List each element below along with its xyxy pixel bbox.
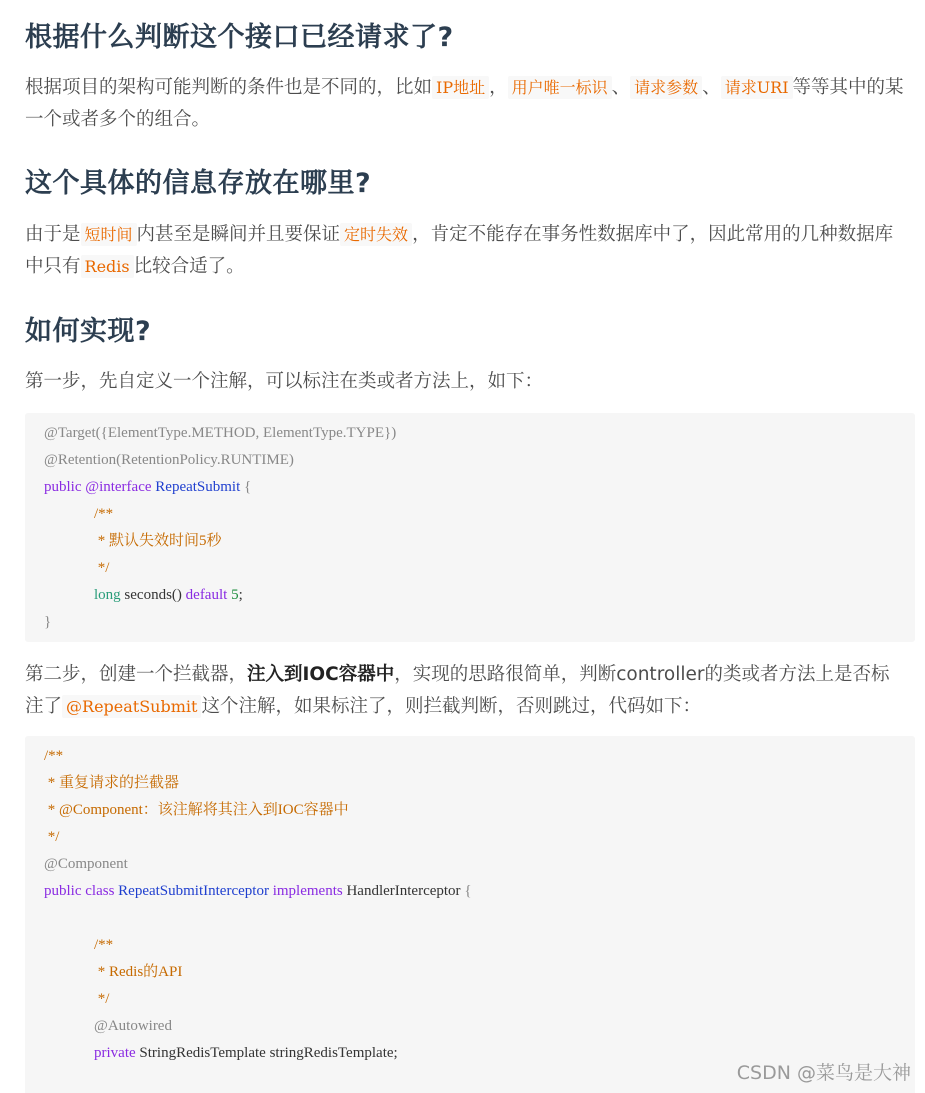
- code-text: seconds(): [120, 587, 186, 603]
- code-line: */: [94, 560, 110, 576]
- code-keyword: implements: [272, 883, 343, 899]
- code-keyword: public: [44, 479, 82, 495]
- code-text: StringRedisTemplate stringRedisTemplate;: [135, 1045, 398, 1061]
- code-line: [44, 582, 896, 609]
- code-line: /**: [94, 506, 114, 522]
- text: 第二步，创建一个拦截器，: [25, 664, 248, 685]
- text: ，实现的思路很简单，判断controller的类或者方法上是否标注了: [25, 664, 890, 717]
- code-line: [44, 474, 896, 501]
- text: 这个注解，如果标注了，则拦截判断，否则跳过，代码如下：: [201, 696, 701, 717]
- text: 等等其中的某一个或者多个的组合。: [25, 77, 904, 130]
- text: 根据项目的架构可能判断的条件也是不同的，比如: [25, 77, 433, 98]
- code-keyword: default: [185, 587, 228, 603]
- code-keyword: public class: [44, 883, 115, 899]
- text: 、: [702, 77, 721, 98]
- code-redis: Redis: [81, 255, 134, 278]
- code-text: HandlerInterceptor: [346, 883, 461, 899]
- code-line: * 重复请求的拦截器: [44, 775, 180, 791]
- code-line: */: [44, 829, 60, 845]
- code-block-interceptor: [25, 736, 915, 1093]
- code-params: 请求参数: [630, 76, 702, 99]
- code-brace: {: [240, 479, 252, 495]
- code-line: /**: [94, 937, 114, 953]
- text: ，: [489, 77, 508, 98]
- code-line-empty: [44, 905, 896, 932]
- code-keyword: @interface: [85, 479, 152, 495]
- code-text: ;: [238, 587, 243, 603]
- code-line: */: [94, 991, 110, 1007]
- code-type: long: [94, 587, 121, 603]
- paragraph-step2: [25, 659, 905, 723]
- code-line: * 默认失效时间5秒: [94, 533, 222, 549]
- text: 、: [611, 77, 631, 98]
- code-line: * @Component：该注解将其注入到IOC容器中: [44, 802, 349, 818]
- csdn-watermark: CSDN @菜鸟是大神: [736, 1062, 911, 1084]
- code-class-name: RepeatSubmitInterceptor: [118, 883, 269, 899]
- text: 比较合适了。: [133, 256, 245, 277]
- paragraph-step1: 第一步，先自定义一个注解，可以标注在类或者方法上，如下：: [25, 371, 544, 392]
- code-class-name: RepeatSubmit: [155, 479, 241, 495]
- code-line: }: [44, 614, 52, 630]
- code-line: /**: [44, 748, 64, 764]
- code-uri: 请求URI: [721, 76, 793, 99]
- paragraph-conditions: [25, 72, 905, 136]
- code-expire: 定时失效: [340, 223, 412, 246]
- text: 内甚至是瞬间并且要保证: [136, 224, 341, 245]
- code-number: 5: [227, 587, 239, 603]
- code-brace: {: [460, 883, 472, 899]
- code-line: @Retention(RetentionPolicy.RUNTIME): [44, 452, 294, 468]
- heading-judge: 根据什么判断这个接口已经请求了?: [25, 22, 454, 53]
- code-line: * Redis的API: [94, 964, 183, 980]
- text: ，肯定不能存在事务性数据库中了，因此常用的几种数据库中只有: [25, 224, 894, 277]
- text: 由于是: [25, 224, 81, 245]
- code-ip: IP地址: [432, 76, 489, 99]
- code-block-annotation: [25, 413, 915, 642]
- code-line: @Target({ElementType.METHOD, ElementType.TYPE}): [44, 425, 397, 441]
- bold-text: 注入到IOC容器中: [247, 664, 395, 685]
- code-short-time: 短时间: [81, 223, 137, 246]
- paragraph-storage: [25, 219, 905, 283]
- code-line: @Component: [44, 856, 128, 872]
- code-line: [44, 878, 896, 905]
- code-keyword: private: [94, 1045, 136, 1061]
- heading-storage: 这个具体的信息存放在哪里?: [25, 168, 372, 199]
- code-user-id: 用户唯一标识: [508, 76, 612, 99]
- code-repeat-submit: @RepeatSubmit: [62, 695, 201, 718]
- code-line: @Autowired: [94, 1018, 172, 1034]
- heading-how: 如何实现?: [25, 316, 152, 347]
